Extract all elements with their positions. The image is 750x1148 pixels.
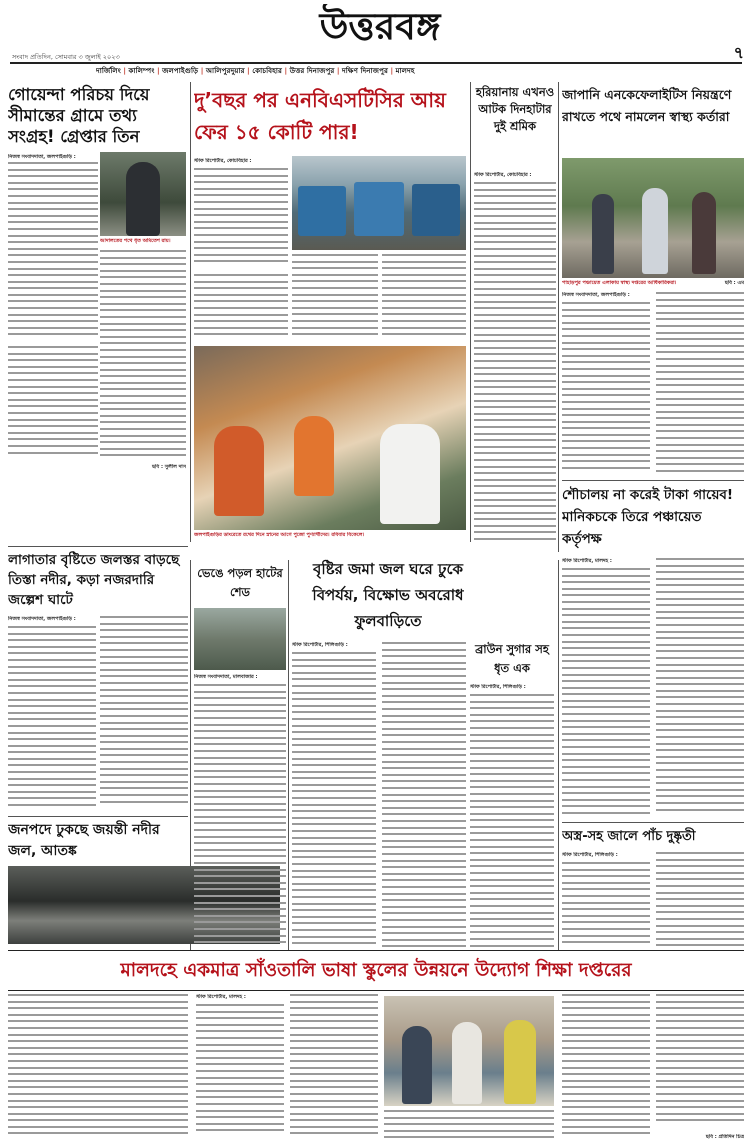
body-text [100, 250, 186, 464]
section-rule [562, 480, 744, 481]
article-toilet-fraud [562, 484, 744, 820]
person-figure [592, 194, 614, 274]
body-text [656, 994, 744, 1134]
divider-dot-icon: | [336, 66, 342, 75]
person-orange [294, 416, 334, 496]
byline: স্টাফ রিপোর্টার, কোচবিহার : [474, 172, 532, 178]
section-rule [562, 822, 744, 823]
article-haryana-workers [474, 84, 556, 550]
district-malda: মালদহ [395, 66, 415, 75]
person-figure [642, 188, 668, 274]
divider-dot-icon: | [200, 66, 206, 75]
body-text [292, 652, 376, 950]
headline: ভেঙে পড়ল হাটের শেড [197, 566, 283, 599]
person-figure [452, 1022, 482, 1104]
byline: স্টাফ রিপোর্টার, মালদহ : [196, 994, 246, 1000]
body-text [656, 558, 744, 820]
photo-accused [100, 152, 186, 236]
photo-health-officials [562, 158, 744, 278]
photo-ritual [194, 346, 466, 530]
article-arms-arrest [562, 826, 744, 950]
column-rule [190, 82, 191, 542]
body-text [194, 168, 288, 270]
article-spy-arrest [8, 84, 186, 544]
district-kalimpong: কালিম্পং [128, 66, 155, 75]
headline: দু’বছর পর এনবিএসটিসির আয় ফের ১৫ কোটি পার! [194, 88, 446, 144]
body-text [194, 274, 288, 344]
body-text [8, 626, 96, 812]
body-text [384, 1110, 554, 1144]
body-text [382, 254, 466, 344]
district-dakshin-dinajpur: দক্ষিণ দিনাজপুর [341, 66, 388, 75]
divider-dot-icon: | [156, 66, 163, 75]
headline: হরিয়ানায় এখনও আটক দিনহাটার দুই শ্রমিক [475, 85, 555, 133]
body-text [8, 346, 98, 464]
byline: নিজস্ব সংবাদদাতা, জলপাইগুড়ি : [8, 616, 76, 622]
article-nbstc-revenue [194, 84, 466, 344]
body-text [8, 994, 188, 1144]
photo-caption: আদালতের পথে ধৃত অমিতেশ রায়। [100, 238, 171, 244]
person-orange [214, 426, 264, 516]
district-strip [96, 66, 696, 76]
person-figure [504, 1020, 536, 1104]
body-text [656, 852, 744, 950]
dateline: সংবাদ প্রতিদিন, সোমবার ৩ জুলাই ২০২৩ [12, 53, 120, 61]
article-encephalitis [562, 84, 744, 478]
headline: লাগাতার বৃষ্টিতে জলস্তর বাড়ছে তিস্তা নদীর, কড়া নজরদারি জল্পেশ ঘাটে [8, 552, 180, 608]
divider-dot-icon: | [123, 66, 129, 75]
body-text [100, 616, 188, 812]
district-uttar-dinajpur: উত্তর দিনাজপুর [289, 66, 335, 75]
bus-3 [412, 184, 460, 236]
headline: জাপানি এনকেফেলাইটিস নিয়ন্ত্রণে রাখতে পথে নামলেন স্বাস্থ্য কর্তারা [562, 87, 732, 124]
photo-buses [292, 156, 466, 250]
body-text [562, 302, 650, 478]
body-text [656, 292, 744, 478]
byline: স্টাফ রিপোর্টার, মালদহ : [562, 558, 612, 564]
divider-dot-icon: | [284, 66, 290, 75]
byline: নিজস্ব সংবাদদাতা, জলপাইগুড়ি : [8, 154, 76, 160]
byline: স্টাফ রিপোর্টার, শিলিগুড়ি : [562, 852, 618, 858]
column-rule [470, 82, 471, 542]
body-text [290, 994, 378, 1144]
divider-dot-icon: | [390, 66, 396, 75]
byline: নিজস্ব সংবাদদাতা, জলপাইগুড়ি : [562, 292, 630, 298]
column-rule [558, 560, 559, 950]
byline: স্টাফ রিপোর্টার, কোচবিহার : [194, 158, 252, 164]
body-text [562, 568, 650, 820]
divider-dot-icon: | [247, 66, 253, 75]
page-number: ৭ [733, 43, 744, 60]
district-coochbehar: কোচবিহার [252, 66, 282, 75]
body-text [474, 182, 556, 548]
district-alipurduar: আলিপুরদুয়ার [205, 66, 245, 75]
headline: শৌচালয় না করেই টাকা গায়েব! মানিকচকে তিরে পঞ্চায়েত কর্তৃপক্ষ [562, 487, 734, 547]
photo-collapsed-shed [194, 608, 286, 670]
credit: ছবি : এম [724, 280, 744, 286]
headline: জনপদে ঢুকছে জয়ন্তী নদীর জল, আতঙ্ক [8, 822, 160, 859]
byline: স্টাফ রিপোর্টার, শিলিগুড়ি : [470, 684, 526, 690]
column-rule [558, 82, 559, 552]
masthead [0, 0, 750, 76]
photo-caption: পাহাড়পুর পঞ্চায়েত এলাকায় স্বাস্থ্য দপ্তরের আধিকারিকরা। [562, 280, 677, 286]
masthead-title: উত্তরবঙ্গ [319, 4, 441, 48]
bottom-banner-rule [8, 950, 744, 951]
body-text [382, 642, 466, 950]
district-darjeeling: দার্জিলিং [96, 66, 121, 75]
body-text [562, 994, 650, 1144]
body-text [196, 1004, 284, 1144]
headline-santhali-school: মালদহে একমাত্র সাঁওতালি ভাষা স্কুলের উন্নয়নে উদ্যোগ শিক্ষা দপ্তরের [120, 960, 632, 981]
column-rule [288, 560, 289, 950]
section-rule [8, 816, 188, 817]
person-figure [692, 192, 716, 274]
byline: নিজস্ব সংবাদদাতা, মালবাজার : [194, 674, 258, 680]
body-text [470, 694, 554, 950]
headline: গোয়েন্দা পরিচয় দিয়ে সীমান্তের গ্রামে তথ্য সংগ্রহ! গ্রেপ্তার তিন [8, 85, 150, 146]
headline: ব্রাউন সুগার সহ ধৃত এক [475, 642, 549, 675]
headline: অস্ত্র-সহ জালে পাঁচ দুষ্কৃতী [562, 829, 696, 844]
bus-1 [298, 186, 346, 236]
byline: স্টাফ রিপোর্টার, শিলিগুড়ি : [292, 642, 348, 648]
bottom-banner-rule [8, 990, 744, 991]
article-teesta-rise [8, 550, 188, 812]
section-rule [8, 546, 188, 547]
credit: ছবি : প্রতিদিন চিত্র [705, 1134, 744, 1140]
district-jalpaiguri: জলপাইগুড়ি [162, 66, 199, 75]
headline: বৃষ্টির জমা জল ঘরে ঢুকে বিপর্যয়, বিক্ষোভ অবরোধ ফুলবাড়িতে [312, 560, 464, 630]
body-text [292, 254, 378, 344]
person-white [380, 424, 440, 524]
body-text [8, 162, 98, 342]
person-figure [126, 162, 160, 236]
body-text [194, 684, 286, 950]
photo-caption: জলপাইগুড়ির ডাংরেতে রথের দিনে স্নানের আগে পুজো পুণ্যার্থীদের। রবিবার বিকেলে। [194, 532, 365, 538]
body-text [562, 862, 650, 950]
masthead-rule [10, 62, 742, 64]
person-figure [402, 1026, 432, 1104]
bus-2 [354, 182, 404, 236]
credit: ছবি : সুলীল দাস [151, 464, 186, 470]
article-haat-shed [194, 564, 286, 950]
article-santhali-school [8, 994, 744, 1144]
article-brown-sugar [470, 640, 554, 950]
photo-school-visit [384, 996, 554, 1106]
